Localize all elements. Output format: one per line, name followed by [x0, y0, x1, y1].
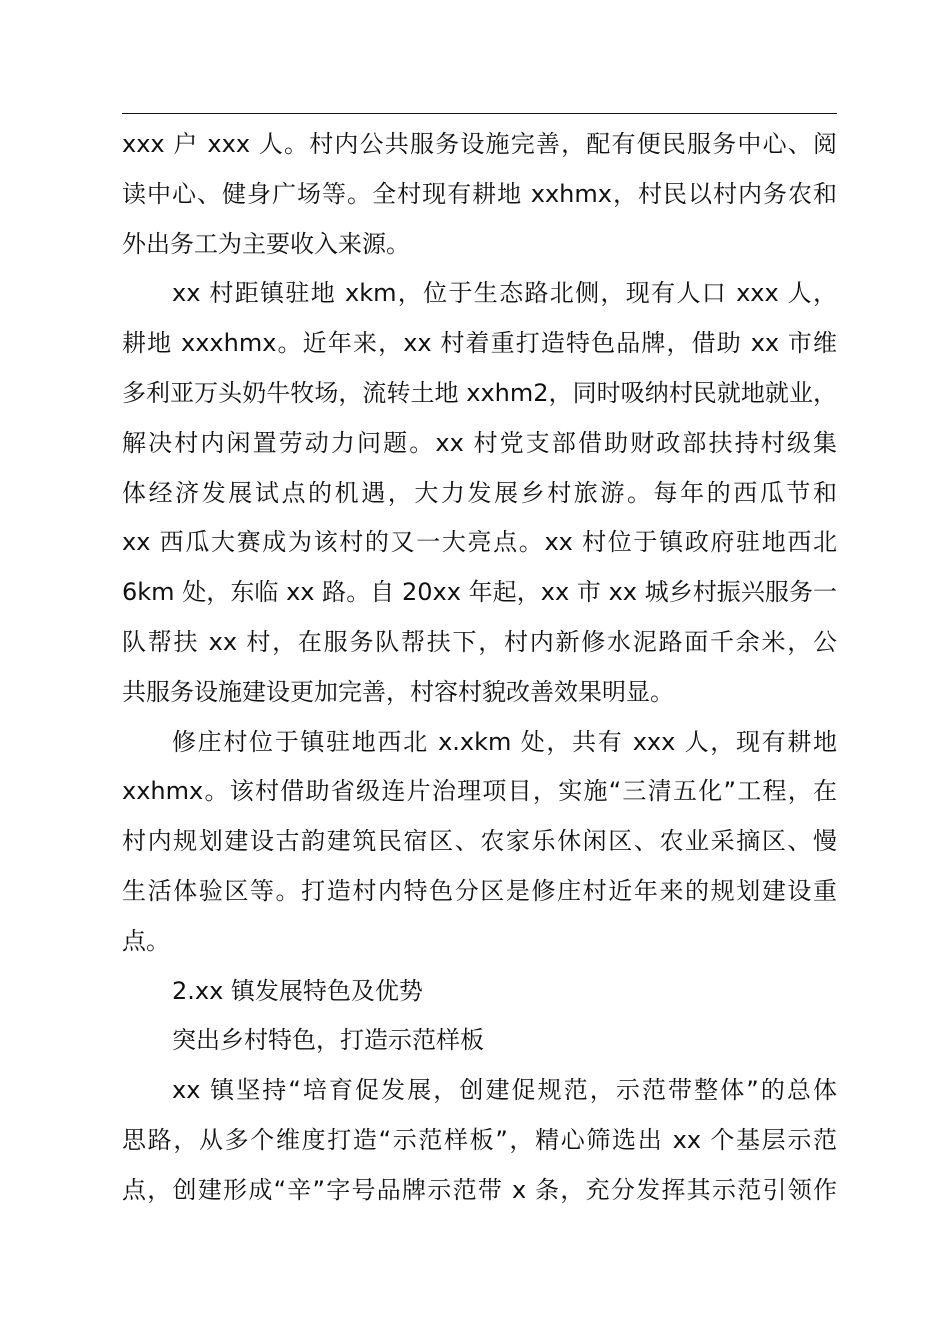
text-line: 6km 处，东临 xx 路。自 20xx 年起，xx 市 xx 城乡村振兴服务一 — [122, 578, 837, 607]
text-line: 生活体验区等。打造村内特色分区是修庄村近年来的规划建设重 — [122, 876, 837, 905]
text-line: 村内规划建设古韵建筑民宿区、农家乐休闲区、农业采摘区、慢 — [122, 827, 837, 856]
text-line: xxx 户 xxx 人。村内公共服务设施完善，配有便民服务中心、阅 — [122, 130, 837, 158]
text-line: 外出务工为主要收入来源。 — [122, 229, 410, 258]
subsection-heading: 突出乡村特色，打造示范样板 — [172, 1026, 484, 1055]
text-line: 点，创建形成“辛”字号品牌示范带 x 条，充分发挥其示范引领作 — [122, 1175, 837, 1204]
text-line: 读中心、健身广场等。全村现有耕地 xxhmx，村民以村内务农和 — [122, 179, 837, 208]
text-line: 思路，从多个维度打造“示范样板”，精心筛选出 xx 个基层示范 — [122, 1125, 837, 1154]
paragraph-first-line: xx 村距镇驻地 xkm，位于生态路北侧，现有人口 xxx 人， — [172, 279, 837, 308]
section-heading: 2.xx 镇发展特色及优势 — [172, 976, 423, 1005]
text-line: 耕地 xxxhmx。近年来，xx 村着重打造特色品牌，借助 xx 市维 — [122, 329, 837, 358]
paragraph-first-line: xx 镇坚持“培育促发展，创建促规范，示范带整体”的总体 — [172, 1076, 837, 1105]
text-line: 共服务设施建设更加完善，村容村貌改善效果明显。 — [122, 677, 674, 706]
text-line: xx 西瓜大赛成为该村的又一大亮点。xx 村位于镇政府驻地西北 — [122, 528, 837, 557]
text-line: xxhmx。该村借助省级连片治理项目，实施“三清五化”工程，在 — [122, 777, 837, 806]
document-body — [122, 120, 837, 1216]
header-rule — [122, 113, 837, 114]
text-line: 点。 — [122, 926, 170, 955]
paragraph-first-line: 修庄村位于镇驻地西北 x.xkm 处，共有 xxx 人，现有耕地 — [172, 727, 837, 756]
text-line: 体经济发展试点的机遇，大力发展乡村旅游。每年的西瓜节和 — [122, 478, 837, 507]
text-line: 队帮扶 xx 村，在服务队帮扶下，村内新修水泥路面千余米，公 — [122, 627, 837, 656]
text-line: 多利亚万头奶牛牧场，流转土地 xxhm2，同时吸纳村民就地就业， — [122, 378, 837, 407]
text-line: 解决村内闲置劳动力问题。xx 村党支部借助财政部扶持村级集 — [122, 428, 837, 457]
